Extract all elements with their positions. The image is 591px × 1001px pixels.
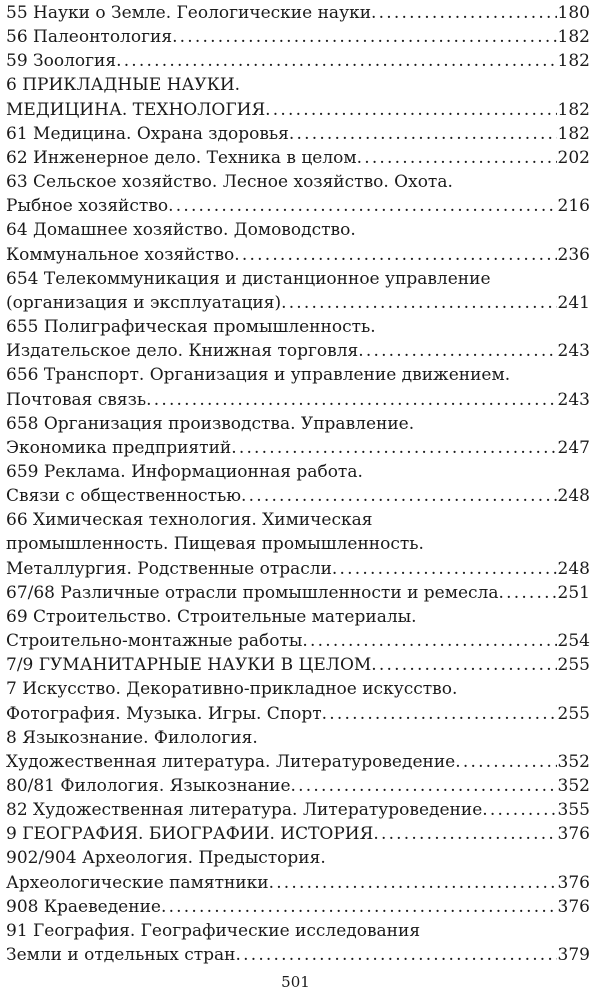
toc-entry-page: 376: [557, 824, 590, 845]
dot-leader: [302, 629, 556, 653]
toc-entry-title: Строительно-монтажные работы: [6, 631, 303, 652]
dot-leader: [358, 339, 556, 363]
toc-entry-title: Связи с общественностью: [6, 486, 242, 507]
table-of-contents: [6, 1, 590, 967]
toc-entry-page: 243: [557, 341, 590, 362]
toc-entry-title: 80/81 Филология. Языкознание: [6, 776, 291, 796]
toc-entry-line: 6 ПРИКЛАДНЫЕ НАУКИ.: [6, 75, 241, 96]
toc-entry-page: 243: [557, 389, 590, 410]
toc-entry: [6, 363, 590, 411]
dot-leader: [269, 871, 557, 895]
toc-entry-leader-line: [6, 629, 590, 653]
toc-entry-title: Археологические памятники: [6, 872, 269, 893]
toc-entry-page: 236: [557, 244, 590, 265]
toc-entry-page: 180: [557, 3, 590, 23]
toc-entry-page: 352: [557, 751, 590, 772]
toc-entry: [6, 73, 590, 121]
toc-entry-page: 182: [557, 123, 590, 144]
toc-entry-title: Земли и отдельных стран: [6, 945, 236, 966]
toc-entry-line: промышленность. Пищевая промышленность.: [6, 534, 424, 555]
toc-entry-title: (организация и эксплуатация): [6, 292, 282, 313]
toc-entry-line: 69 Строительство. Строительные материалы.: [6, 606, 417, 627]
toc-entry-title: Экономика предприятий: [6, 437, 232, 458]
dot-leader: [357, 146, 557, 170]
toc-entry-line: 63 Сельское хозяйство. Лесное хозяйство. Охота.: [6, 172, 453, 193]
toc-entry-title: 55 Науки о Земле. Геологические науки: [6, 3, 372, 23]
dot-leader: [373, 822, 556, 846]
dot-leader: [371, 1, 557, 25]
toc-entry-leader-line: [6, 943, 590, 967]
toc-entry-leader-line: [6, 146, 590, 170]
toc-entry: [6, 919, 590, 967]
toc-entry-leader-line: [6, 895, 590, 919]
toc-entry-leader-line: [6, 798, 590, 822]
toc-entry-line: 8 Языкознание. Филология.: [6, 727, 258, 748]
toc-entry-page: 216: [557, 196, 590, 217]
toc-entry-title: Фотография. Музыка. Игры. Спорт: [6, 703, 322, 724]
toc-entry-title: Рыбное хозяйство: [6, 196, 169, 217]
toc-entry-leader-line: [6, 194, 590, 218]
dot-leader: [161, 895, 557, 919]
toc-entry-leader-line: [6, 339, 590, 363]
toc-entry-line: 659 Реклама. Информационная работа.: [6, 461, 363, 482]
dot-leader: [482, 798, 556, 822]
toc-entry-line: 66 Химическая технология. Химическая: [6, 510, 373, 531]
toc-entry-line: 902/904 Археология. Предыстория.: [6, 848, 326, 869]
toc-entry-leader-line: [6, 871, 590, 895]
toc-entry-line: 654 Телекоммуникация и дистанционное управление: [6, 268, 491, 289]
toc-entry-leader-line: [6, 98, 590, 122]
toc-entry: [6, 122, 590, 146]
dot-leader: [236, 943, 557, 967]
toc-entry-leader-line: [6, 436, 590, 460]
dot-leader: [291, 774, 557, 798]
toc-entry: [6, 170, 590, 218]
toc-entry-leader-line: [6, 243, 590, 267]
toc-entry-leader-line: [6, 49, 590, 73]
toc-entry-leader-line: [6, 774, 590, 798]
toc-entry: [6, 218, 590, 266]
toc-entry-line: 655 Полиграфическая промышленность.: [6, 317, 376, 338]
toc-entry-title: Издательское дело. Книжная торговля: [6, 341, 359, 362]
toc-entry: [6, 581, 590, 605]
toc-entry-page: 254: [557, 631, 590, 652]
toc-entry-leader-line: [6, 1, 590, 25]
toc-entry-page: 355: [557, 800, 590, 821]
toc-entry-line: 658 Организация производства. Управление.: [6, 413, 415, 434]
toc-entry: [6, 412, 590, 460]
toc-entry-page: 376: [557, 872, 590, 893]
dot-leader: [371, 653, 556, 677]
toc-entry-leader-line: [6, 822, 590, 846]
toc-entry: [6, 508, 590, 580]
toc-entry-leader-line: [6, 702, 590, 726]
toc-entry-page: 255: [557, 703, 590, 724]
toc-entry-line: 91 География. Географические исследования: [6, 920, 421, 941]
toc-entry: [6, 25, 590, 49]
toc-entry-page: 255: [557, 655, 590, 676]
toc-entry-page: 247: [557, 437, 590, 458]
dot-leader: [241, 484, 557, 508]
toc-entry: [6, 895, 590, 919]
toc-entry: [6, 146, 590, 170]
toc-entry-page: 202: [557, 147, 590, 168]
dot-leader: [281, 291, 556, 315]
toc-entry-line: 64 Домашнее хозяйство. Домоводство.: [6, 220, 356, 241]
toc-entry: [6, 605, 590, 653]
toc-entry: [6, 49, 590, 73]
toc-entry-title: 62 Инженерное дело. Техника в целом: [6, 147, 357, 168]
toc-entry-leader-line: [6, 581, 590, 605]
toc-entry-title: 67/68 Различные отрасли промышленности и ремесла: [6, 582, 499, 603]
dot-leader: [168, 194, 556, 218]
toc-entry-page: 241: [557, 292, 590, 313]
toc-entry-title: Художественная литература. Литературоведение: [6, 751, 456, 772]
toc-entry: [6, 653, 590, 677]
toc-entry-page: 248: [557, 558, 590, 579]
toc-entry-title: 56 Палеонтология: [6, 27, 173, 48]
toc-entry-page: 248: [557, 486, 590, 507]
toc-entry: [6, 677, 590, 725]
toc-entry-title: 9 ГЕОГРАФИЯ. БИОГРАФИИ. ИСТОРИЯ: [6, 824, 374, 845]
toc-entry-page: 182: [557, 51, 590, 72]
toc-entry-leader-line: [6, 557, 590, 581]
toc-entry-title: Металлургия. Родственные отрасли: [6, 558, 332, 579]
toc-entry-title: Коммунальное хозяйство: [6, 244, 235, 265]
dot-leader: [146, 388, 556, 412]
toc-entry-title: 61 Медицина. Охрана здоровья: [6, 123, 289, 144]
toc-entry: [6, 846, 590, 894]
toc-entry-leader-line: [6, 653, 590, 677]
dot-leader: [455, 750, 556, 774]
toc-entry-leader-line: [6, 388, 590, 412]
toc-entry: [6, 460, 590, 508]
toc-entry: [6, 267, 590, 315]
toc-entry: [6, 726, 590, 774]
dot-leader: [172, 25, 556, 49]
toc-entry-page: 182: [557, 99, 590, 120]
toc-entry-leader-line: [6, 484, 590, 508]
toc-entry-line: 656 Транспорт. Организация и управление движением.: [6, 365, 511, 386]
toc-entry-line: 7 Искусство. Декоративно-прикладное искусство.: [6, 679, 458, 700]
dot-leader: [234, 243, 556, 267]
toc-entry-leader-line: [6, 291, 590, 315]
toc-entry: [6, 315, 590, 363]
toc-entry-page: 376: [557, 896, 590, 917]
toc-entry-title: 82 Художественная литература. Литературоведение: [6, 800, 483, 821]
toc-entry-title: 908 Краеведение: [6, 896, 161, 917]
toc-entry: [6, 822, 590, 846]
dot-leader: [332, 557, 557, 581]
page-number: 501: [281, 973, 310, 991]
toc-entry-page: 182: [557, 27, 590, 48]
toc-entry-title: Почтовая связь: [6, 389, 147, 410]
toc-entry-page: 251: [557, 582, 590, 603]
dot-leader: [231, 436, 556, 460]
toc-entry-page: 352: [557, 776, 590, 796]
toc-entry: [6, 1, 590, 25]
dot-leader: [289, 122, 557, 146]
dot-leader: [265, 98, 556, 122]
dot-leader: [499, 581, 557, 605]
toc-entry-title: МЕДИЦИНА. ТЕХНОЛОГИЯ: [6, 99, 266, 120]
dot-leader: [116, 49, 556, 73]
toc-entry-page: 379: [557, 945, 590, 966]
toc-entry-leader-line: [6, 750, 590, 774]
toc-entry-title: 59 Зоология: [6, 51, 117, 72]
toc-entry-leader-line: [6, 25, 590, 49]
dot-leader: [322, 702, 557, 726]
toc-entry-title: 7/9 ГУМАНИТАРНЫЕ НАУКИ В ЦЕЛОМ: [6, 655, 372, 676]
toc-entry: [6, 798, 590, 822]
toc-entry: [6, 774, 590, 798]
toc-entry-leader-line: [6, 122, 590, 146]
